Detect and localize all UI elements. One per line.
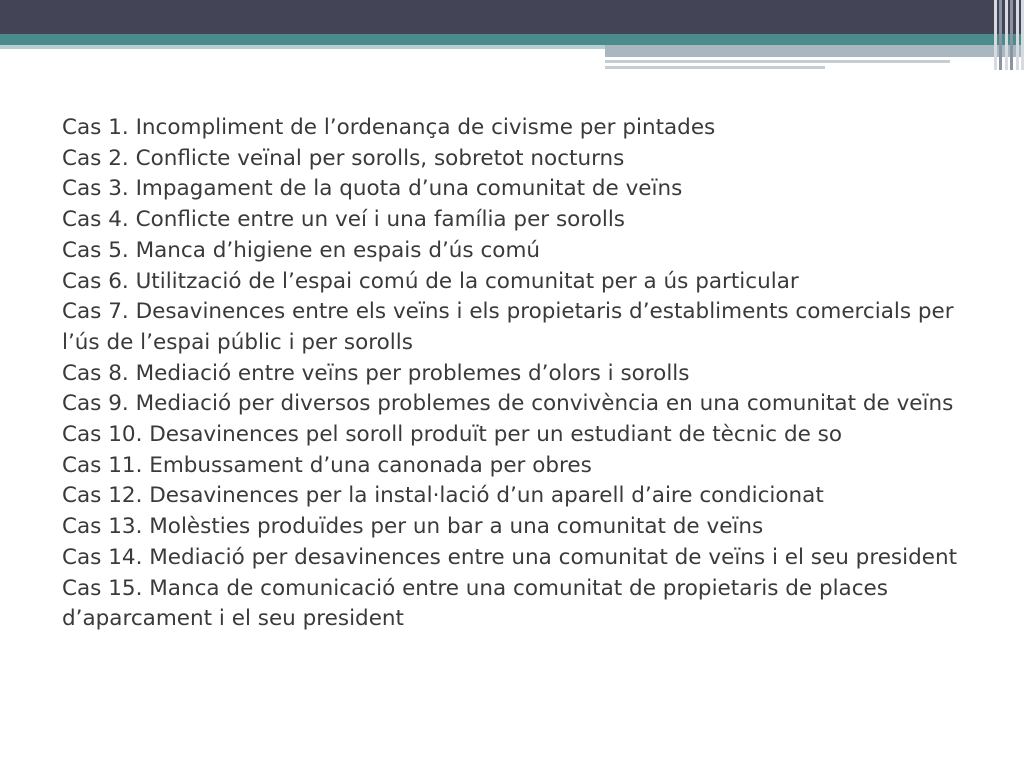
- case-item: Cas 10. Desavinences pel soroll produït per un estudiant de tècnic de so: [62, 422, 843, 448]
- case-item: Cas 11. Embussament d’una canonada per obres: [62, 452, 592, 478]
- header-dark-band: [0, 0, 1024, 34]
- case-item: Cas 9. Mediació per diversos problemes de convivència en una comunitat de veïns: [62, 391, 954, 417]
- case-item: Cas 6. Utilització de l’espai comú de la comunitat per a ús particular: [62, 268, 799, 294]
- case-item: Cas 2. Conflicte veïnal per sorolls, sobretot nocturns: [62, 145, 625, 171]
- case-item: Cas 8. Mediació entre veïns per problemes d’olors i sorolls: [62, 360, 690, 386]
- header-accent-line-short: [605, 66, 825, 69]
- header-light-line: [0, 45, 605, 49]
- header-gray-band: [605, 45, 1024, 57]
- case-item: Cas 15. Manca de comunicació entre una comunitat de propietaris de places d’aparcament i el seu president: [62, 575, 888, 632]
- case-item: Cas 12. Desavinences per la instal·lació d’un aparell d’aire condicionat: [62, 483, 824, 509]
- case-item: Cas 7. Desavinences entre els veïns i els propietaris d’establiments comercials per l’ús de l’espai públic i per sorolls: [62, 299, 954, 355]
- case-item: Cas 13. Molèsties produïdes per un bar a una comunitat de veïns: [62, 514, 764, 540]
- case-list: [62, 113, 962, 635]
- header-teal-band: [0, 34, 1024, 45]
- header-accent-line: [605, 60, 950, 63]
- case-item: Cas 4. Conflicte entre un veí i una família per sorolls: [62, 207, 626, 233]
- case-item: Cas 5. Manca d’higiene en espais d’ús comú: [62, 237, 541, 263]
- case-item: Cas 3. Impagament de la quota d’una comunitat de veïns: [62, 176, 683, 202]
- case-item: Cas 14. Mediació per desavinences entre una comunitat de veïns i el seu president: [62, 544, 958, 570]
- header-vertical-stripes: [994, 0, 1024, 70]
- case-item: Cas 1. Incompliment de l’ordenança de civisme per pintades: [62, 115, 716, 140]
